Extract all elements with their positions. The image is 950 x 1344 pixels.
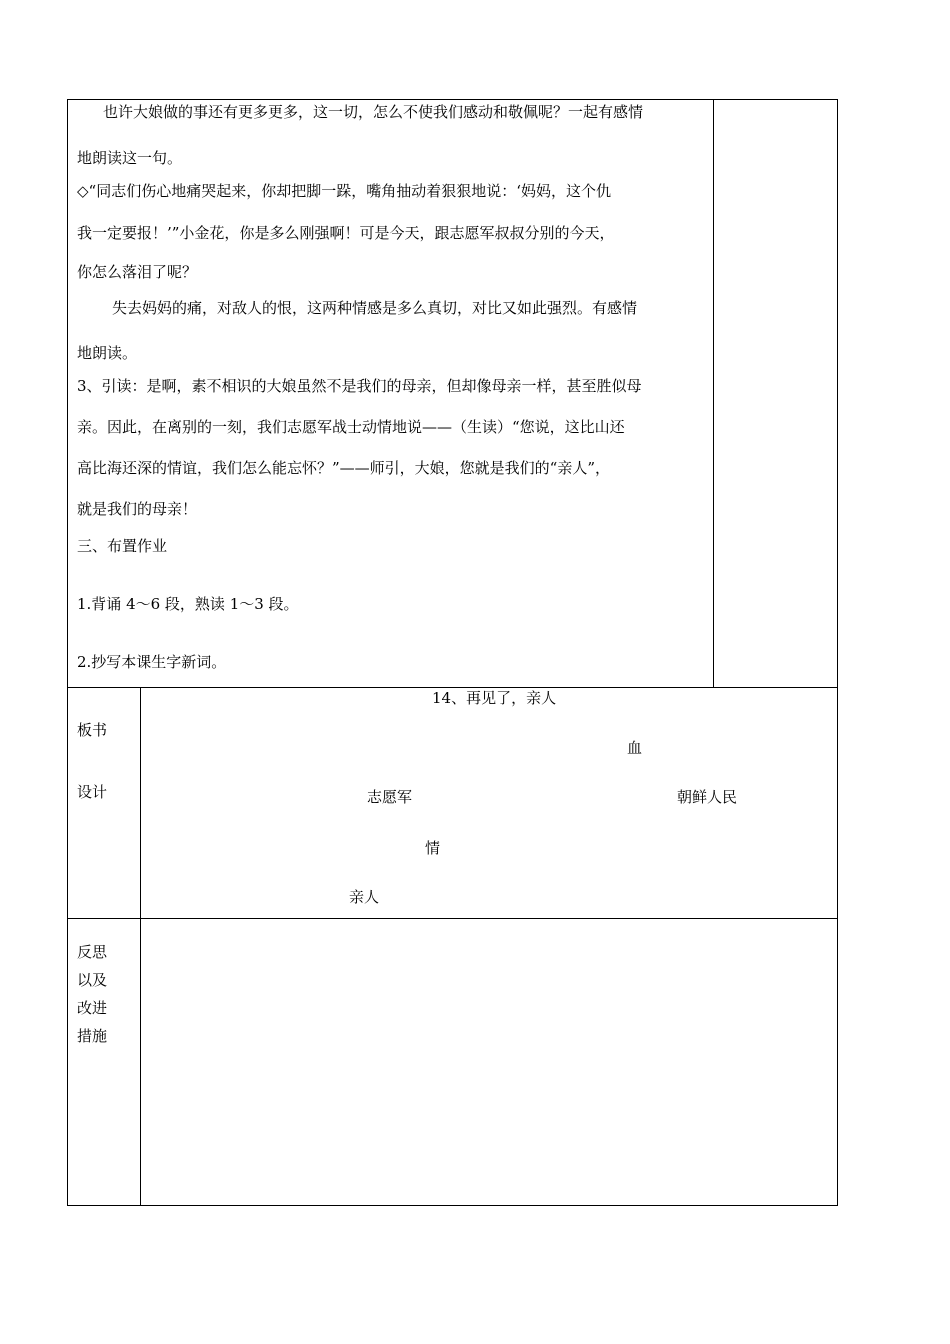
lesson-line: 失去妈妈的痛，对敌人的恨，这两种情感是多么真切，对比又如此强烈。有感情 xyxy=(112,299,638,317)
table-top-border xyxy=(67,99,838,100)
board-word-feeling: 情 xyxy=(425,839,441,857)
board-word-loved-ones: 亲人 xyxy=(349,888,380,906)
board-design-label-line-1: 板书 xyxy=(77,721,108,739)
lesson-line: 亲。因此，在离别的一刻，我们志愿军战士动情地说——（生读）“您说，这比山还 xyxy=(77,418,625,436)
lesson-line: 你怎么落泪了呢？ xyxy=(77,263,198,281)
lesson-line: 高比海还深的情谊，我们怎么能忘怀？”——师引，大娘，您就是我们的“亲人”， xyxy=(77,459,611,477)
board-design-label-line-2: 设计 xyxy=(77,783,108,801)
board-word-volunteers: 志愿军 xyxy=(367,788,413,806)
reflection-label-line: 措施 xyxy=(77,1027,108,1045)
lesson-line: 我一定要报！’”小金花，你是多么刚强啊！可是今天，跟志愿军叔叔分别的今天， xyxy=(77,224,615,242)
table-bottom-border xyxy=(67,1205,838,1206)
lesson-inner-divider xyxy=(713,99,714,687)
homework-heading: 三、布置作业 xyxy=(77,537,168,555)
lesson-line: 地朗读这一句。 xyxy=(77,149,183,167)
lesson-line: 就是我们的母亲！ xyxy=(77,500,198,518)
board-word-korean-people: 朝鲜人民 xyxy=(677,788,738,806)
reflection-label-line: 改进 xyxy=(77,999,108,1017)
reflection-label-line: 反思 xyxy=(77,943,108,961)
homework-item: 2.抄写本课生字新词。 xyxy=(77,653,227,671)
lesson-line: 也许大娘做的事还有更多更多，这一切，怎么不使我们感动和敬佩呢？一起有感情 xyxy=(103,103,644,121)
table-left-border xyxy=(67,99,68,1206)
reflection-content-area xyxy=(141,919,837,1205)
homework-item: 1.背诵 4～6 段，熟读 1～3 段。 xyxy=(77,595,299,613)
lesson-line: 地朗读。 xyxy=(77,344,138,362)
table-right-border xyxy=(837,99,838,1206)
reflection-label-line: 以及 xyxy=(77,971,108,989)
lesson-line: 3、引读：是啊，素不相识的大娘虽然不是我们的母亲，但却像母亲一样，甚至胜似母 xyxy=(77,377,642,395)
lesson-line: ◇“同志们伤心地痛哭起来，你却把脚一跺，嘴角抽动着狠狠地说：‘妈妈，这个仇 xyxy=(77,182,611,200)
board-title: 14、再见了，亲人 xyxy=(432,689,557,707)
board-word-blood: 血 xyxy=(627,739,643,757)
